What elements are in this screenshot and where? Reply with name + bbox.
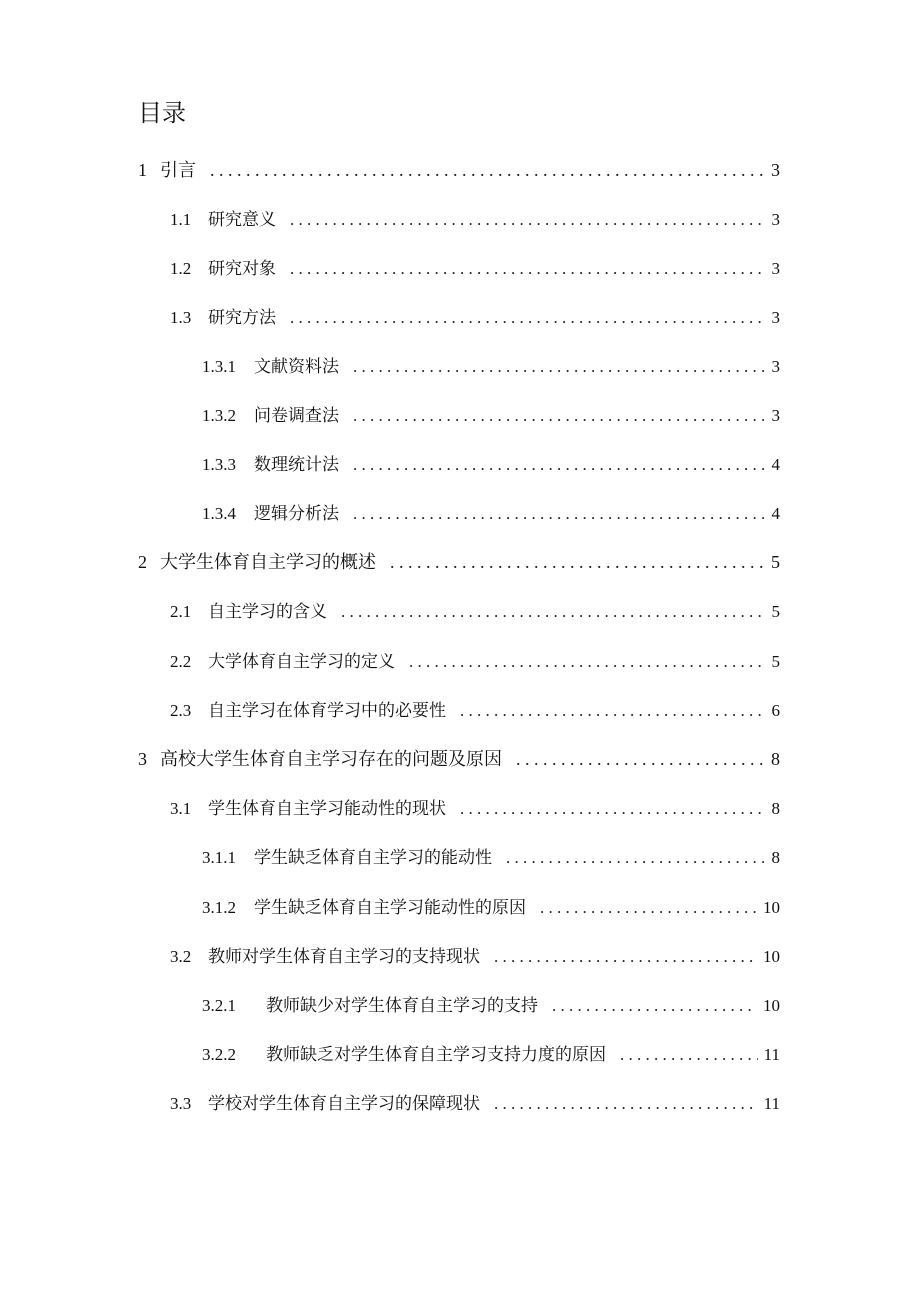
toc-entry-title: 学校对学生体育自主学习的保障现状: [208, 1094, 480, 1114]
toc-entry[interactable]: [170, 303, 780, 329]
toc-entry-title: 学生缺乏体育自主学习能动性的原因: [254, 898, 526, 918]
toc-entry-title: 学生缺乏体育自主学习的能动性: [254, 848, 492, 868]
toc-entry-title: 自主学习的含义: [208, 602, 327, 622]
toc-dot-leader: [290, 308, 766, 328]
toc-entry-page: 8: [771, 799, 780, 818]
toc-entry[interactable]: [170, 794, 780, 820]
toc-entry-number: 2: [138, 552, 147, 572]
toc-dot-leader: [210, 160, 765, 181]
toc-entry[interactable]: [138, 156, 780, 182]
toc-entry-number: 3.2.1: [202, 996, 236, 1015]
toc-entry-page: 3: [771, 406, 780, 425]
toc-entry[interactable]: [170, 647, 780, 673]
toc-entry-title: 教师缺乏对学生体育自主学习支持力度的原因: [266, 1045, 606, 1065]
toc-dot-leader: [290, 259, 766, 279]
toc-dot-leader: [540, 898, 757, 918]
toc-entry-number: 2.3: [170, 701, 192, 720]
toc-dot-leader: [494, 947, 757, 967]
toc-entry[interactable]: [202, 843, 780, 869]
toc-entry-title: 研究对象: [208, 259, 276, 279]
toc-dot-leader: [353, 504, 766, 524]
toc-entry-page: 5: [771, 652, 780, 671]
toc-entry-title: 学生体育自主学习能动性的现状: [208, 799, 446, 819]
toc-entry[interactable]: [170, 597, 780, 623]
toc-dot-leader: [460, 701, 766, 721]
toc-entry-page: 3: [771, 308, 780, 327]
toc-entry-title: 研究方法: [208, 308, 276, 328]
toc-entry-number: 3.2: [170, 947, 192, 966]
toc-entry-title: 大学生体育自主学习的概述: [160, 552, 376, 573]
toc-entry-number: 3.2.2: [202, 1045, 236, 1064]
toc-entry[interactable]: [202, 450, 780, 476]
toc-entry-number: 1.3: [170, 308, 192, 327]
toc-entry-title: 逻辑分析法: [254, 504, 339, 524]
toc-entry[interactable]: [170, 254, 780, 280]
toc-entry-number: 2.2: [170, 652, 192, 671]
toc-entry-title: 文献资料法: [254, 357, 339, 377]
toc-entry-title: 高校大学生体育自主学习存在的问题及原因: [160, 749, 502, 770]
toc-dot-leader: [353, 406, 766, 426]
toc-entry-title: 教师对学生体育自主学习的支持现状: [208, 947, 480, 967]
toc-entry-number: 3.1.1: [202, 848, 236, 867]
toc-dot-leader: [290, 210, 766, 230]
toc-entry-page: 4: [771, 455, 780, 474]
toc-entry[interactable]: [170, 1089, 780, 1115]
toc-entry-title: 大学体育自主学习的定义: [208, 652, 395, 672]
toc-entry-title: 数理统计法: [254, 455, 339, 475]
toc-dot-leader: [341, 602, 766, 622]
toc-entry-page: 5: [771, 552, 780, 572]
toc-dot-leader: [460, 799, 766, 819]
toc-entry-page: 10: [763, 996, 780, 1015]
toc-entry-number: 1.2: [170, 259, 192, 278]
toc-entry-title: 引言: [160, 160, 196, 181]
toc-dot-leader: [506, 848, 766, 868]
toc-entry-number: 1.3.1: [202, 357, 236, 376]
toc-entry[interactable]: [170, 696, 780, 722]
toc-entry-title: 自主学习在体育学习中的必要性: [208, 701, 446, 721]
toc-title: 目录: [138, 99, 186, 127]
toc-entry-number: 3.1: [170, 799, 192, 818]
toc-entry-page: 3: [771, 357, 780, 376]
toc-entry-page: 10: [763, 947, 780, 966]
toc-entry-number: 3.3: [170, 1094, 192, 1113]
toc-entry-number: 1.1: [170, 210, 192, 229]
toc-entry-page: 6: [771, 701, 780, 720]
toc-entry[interactable]: [202, 893, 780, 919]
toc-entry-number: 1.3.2: [202, 406, 236, 425]
toc-entry-page: 10: [763, 898, 780, 917]
toc-entry-number: 3.1.2: [202, 898, 236, 917]
toc-entry-page: 11: [763, 1094, 780, 1113]
toc-dot-leader: [620, 1045, 758, 1065]
toc-entry-page: 3: [771, 259, 780, 278]
toc-entry-page: 5: [771, 602, 780, 621]
toc-entry-number: 3: [138, 749, 147, 769]
toc-entry[interactable]: [202, 352, 780, 378]
toc-entry-number: 2.1: [170, 602, 192, 621]
toc-entry-number: 1.3.3: [202, 455, 236, 474]
toc-dot-leader: [409, 652, 766, 672]
toc-entry[interactable]: [170, 942, 780, 968]
toc-entry[interactable]: [202, 499, 780, 525]
toc-dot-leader: [516, 749, 765, 770]
toc-dot-leader: [353, 357, 766, 377]
toc-dot-leader: [494, 1094, 758, 1114]
toc-dot-leader: [552, 996, 757, 1016]
toc-entry-page: 8: [771, 848, 780, 867]
toc-entry[interactable]: [138, 745, 780, 771]
toc-entry-title: 研究意义: [208, 210, 276, 230]
toc-entry[interactable]: [170, 205, 780, 231]
toc-entry[interactable]: [202, 1040, 780, 1066]
toc-entry[interactable]: [138, 548, 780, 574]
toc-entry-page: 4: [771, 504, 780, 523]
toc-entry[interactable]: [202, 401, 780, 427]
toc-entry-page: 3: [771, 210, 780, 229]
toc-dot-leader: [390, 552, 765, 573]
toc-entry-title: 教师缺少对学生体育自主学习的支持: [266, 996, 538, 1016]
toc-entry-number: 1: [138, 160, 147, 180]
toc-dot-leader: [353, 455, 766, 475]
toc-entry[interactable]: [202, 991, 780, 1017]
toc-entry-number: 1.3.4: [202, 504, 236, 523]
toc-entry-page: 8: [771, 749, 780, 769]
toc-entry-title: 问卷调查法: [254, 406, 339, 426]
toc-entry-page: 11: [763, 1045, 780, 1064]
toc-entry-page: 3: [771, 160, 780, 180]
